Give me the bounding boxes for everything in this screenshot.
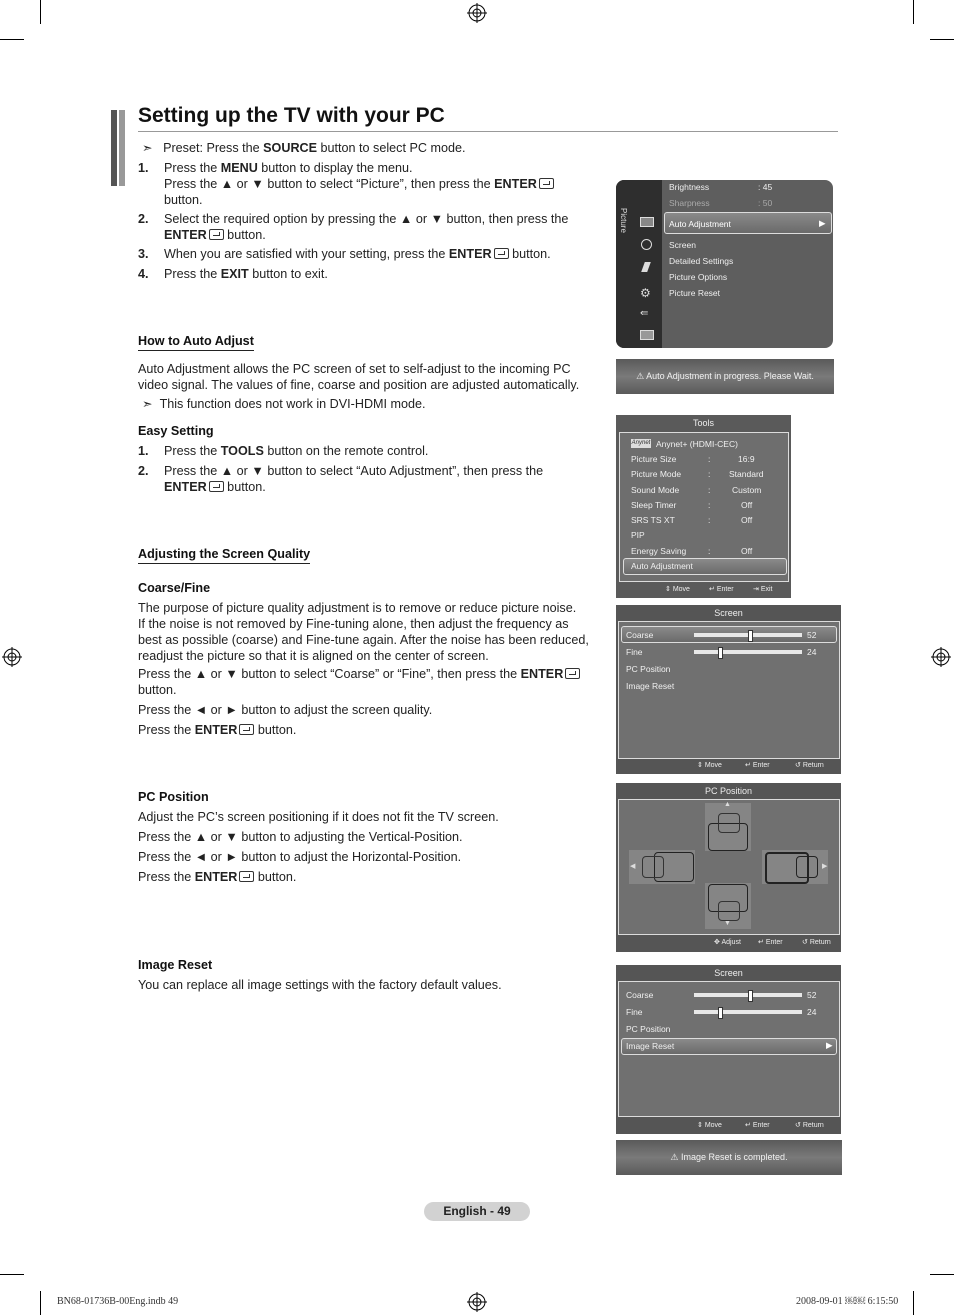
fine-value: 24	[807, 647, 817, 657]
step-text-bold: MENU	[220, 161, 258, 175]
enter-icon	[239, 871, 254, 882]
step-text	[164, 211, 568, 243]
step-text-bold: TOOLS	[220, 444, 264, 458]
tools-item-picture-mode[interactable]: Picture Mode	[631, 469, 682, 479]
arrow-right-icon: ▶	[819, 218, 826, 228]
registration-mark-icon	[467, 1292, 487, 1312]
subheading: Easy Setting	[138, 424, 214, 438]
paragraph	[138, 600, 589, 664]
step-text-bold: ENTER	[164, 228, 207, 242]
registration-mark-icon	[2, 647, 22, 667]
enter-hint: ↵ Enter	[758, 939, 783, 946]
screen-item-pc-position[interactable]: PC Position	[626, 1024, 671, 1034]
move-hint: ⇕ Move	[665, 586, 690, 593]
step-text-bold: ENTER	[164, 480, 207, 494]
menu-item-sharpness[interactable]: Sharpness	[669, 198, 710, 208]
hint-text: Adjust	[721, 939, 741, 946]
paragraph-line: button.	[254, 723, 297, 737]
tools-value-energy-saving: Off	[741, 546, 753, 556]
paragraph-bold: ENTER	[520, 667, 564, 681]
screen-menu-panel	[616, 605, 841, 774]
tools-item-sound-mode[interactable]: Sound Mode	[631, 485, 680, 495]
fine-slider-knob[interactable]	[718, 647, 723, 659]
enter-icon	[494, 248, 509, 259]
paragraph	[138, 869, 296, 885]
step-text-part: Press the ▲ or ▼ button to select “Picture”, then press the	[164, 177, 495, 191]
enter-icon	[209, 229, 224, 240]
step-text-part: button.	[223, 480, 266, 494]
step-text-part: Select the required option by pressing the ▲ or ▼ button, then press the	[164, 212, 569, 226]
pc-position-panel	[616, 783, 841, 952]
menu-item-detailed-settings[interactable]: Detailed Settings	[669, 256, 734, 266]
sound-icon[interactable]	[641, 239, 652, 250]
crop-mark	[930, 39, 954, 40]
tools-value-picture-mode: Standard	[729, 469, 764, 479]
hint-text: Return	[809, 939, 831, 946]
tools-menu-panel	[616, 415, 791, 598]
step-number: 2.	[138, 464, 149, 478]
enter-icon	[239, 724, 254, 735]
subheading: Image Reset	[138, 958, 213, 972]
arrow-right-icon: ▶	[826, 1040, 833, 1050]
step-number: 2.	[138, 212, 149, 226]
registration-mark-icon	[467, 3, 487, 23]
tools-value-srs: Off	[741, 515, 753, 525]
hint-text: Return	[802, 1122, 824, 1129]
coarse-value: 52	[807, 990, 817, 1000]
screen-item-label: Image Reset	[626, 1041, 675, 1051]
menu-value-sharpness: : 50	[758, 198, 773, 208]
paragraph-line: readjust the picture so that it is aligned on the center of screen.	[138, 649, 489, 663]
note-text: This function does not work in DVI-HDMI mode.	[159, 397, 426, 411]
paragraph-bold: ENTER	[194, 870, 238, 884]
fine-value: 24	[807, 1007, 817, 1017]
fine-slider-track[interactable]	[694, 1010, 802, 1014]
step-text-part: button to display the menu.	[257, 161, 413, 175]
return-hint: ↺ Return	[795, 762, 824, 769]
input-icon[interactable]: ⇚	[640, 308, 649, 319]
tools-sep: :	[708, 469, 711, 479]
step-text-bold: ENTER	[448, 247, 492, 261]
paragraph: Adjust the PC’s screen positioning if it does not fit the TV screen.	[138, 810, 499, 824]
title-bar-accent	[111, 110, 117, 186]
page-title: Setting up the TV with your PC	[138, 104, 445, 127]
tools-sep: :	[708, 546, 711, 556]
screen-item-coarse[interactable]: Coarse	[626, 990, 654, 1000]
tools-item-picture-size[interactable]: Picture Size	[631, 454, 677, 464]
paragraph-line: Press the ▲ or ▼ button to select “Coarse” or “Fine”, then press the	[138, 667, 521, 681]
screen-menu-title: Screen	[714, 608, 743, 618]
tools-item-sleep-timer[interactable]: Sleep Timer	[631, 500, 677, 510]
tools-value-picture-size: 16:9	[738, 454, 755, 464]
hint-text: Move	[704, 1122, 722, 1129]
screen-down-icon	[718, 901, 740, 921]
page-number: English - 49	[424, 1202, 530, 1221]
step-text-bold: ENTER	[494, 177, 537, 191]
menu-item-label: Auto Adjustment	[669, 219, 731, 229]
preset-note	[142, 140, 465, 156]
arrow-note-icon: ➣	[142, 397, 153, 411]
crop-mark	[913, 0, 914, 24]
tools-sep: :	[708, 485, 711, 495]
paragraph-line: button.	[138, 683, 177, 697]
menu-item-screen[interactable]: Screen	[669, 240, 696, 250]
step-number: 1.	[138, 161, 149, 175]
picture-menu-panel	[616, 180, 833, 348]
enter-icon	[539, 178, 554, 189]
setup-icon[interactable]: ⚙	[640, 286, 651, 300]
enter-hint: ↵ Enter	[709, 586, 734, 593]
adjust-hint: ✥ Adjust	[714, 939, 741, 946]
step-text-part: button.	[164, 193, 203, 207]
paragraph-line: video signal. The values of fine, coarse and position are adjusted automatically.	[138, 378, 580, 392]
step-text	[164, 463, 543, 495]
tools-value-sound-mode: Custom	[732, 485, 762, 495]
step-text	[164, 160, 554, 208]
screen-up-icon	[718, 813, 740, 833]
paragraph: Press the ▲ or ▼ button to adjusting the Vertical-Position.	[138, 830, 463, 844]
move-hint: ⇕ Move	[697, 762, 722, 769]
menu-item-picture-options[interactable]: Picture Options	[669, 272, 728, 282]
screen-item-fine[interactable]: Fine	[626, 1007, 643, 1017]
step-text-part: Press the	[164, 267, 221, 281]
enter-icon	[209, 481, 224, 492]
auto-adjust-message	[616, 359, 834, 394]
step-number: 3.	[138, 247, 149, 261]
picture-menu-side-label: Picture	[619, 208, 628, 233]
subheading: PC Position	[138, 790, 209, 804]
footer-filename: BN68-01736B-00Eng.indb 49	[57, 1296, 179, 1307]
step-text-part: Press the	[164, 444, 221, 458]
screen-item-label: Coarse	[626, 630, 654, 640]
hint-text: Enter	[752, 1122, 770, 1129]
preset-text-post: button to select PC mode.	[317, 141, 466, 155]
paragraph-line: Auto Adjustment allows the PC screen of set to self-adjust to the incoming PC	[138, 362, 571, 376]
step-text-part: button on the remote control.	[263, 444, 429, 458]
picture-menu-sidebar	[616, 180, 662, 348]
step-text-part: Press the ▲ or ▼ button to select “Auto Adjustment”, then press the	[164, 464, 544, 478]
hint-text: Exit	[760, 586, 773, 593]
message-text: Auto Adjustment in progress. Please Wait.	[646, 371, 814, 381]
screen-item-fine[interactable]: Fine	[626, 647, 643, 657]
hint-text: Enter	[765, 939, 783, 946]
title-rule	[138, 131, 838, 132]
arrow-left-icon: ◀	[630, 863, 636, 870]
coarse-slider-knob[interactable]	[748, 630, 753, 642]
hint-text: Return	[802, 762, 824, 769]
enter-hint: ↵ Enter	[745, 762, 770, 769]
paragraph-line: The purpose of picture quality adjustment is to remove or reduce picture noise.	[138, 601, 577, 615]
hint-text: Move	[704, 762, 722, 769]
registration-mark-icon	[931, 647, 951, 667]
hint-text: Enter	[716, 586, 734, 593]
exit-hint: ⇥ Exit	[753, 586, 773, 593]
screen-right-icon	[796, 856, 818, 878]
subheading: Coarse/Fine	[138, 581, 211, 595]
enter-icon	[565, 668, 580, 679]
crop-mark	[913, 1291, 914, 1315]
return-hint: ↺ Return	[802, 939, 831, 946]
hint-text: Enter	[752, 762, 770, 769]
preset-bold: SOURCE	[263, 141, 318, 155]
crop-mark	[0, 39, 24, 40]
paragraph-line: Press the	[138, 723, 195, 737]
screen-left-icon	[642, 856, 664, 878]
message-text: Image Reset is completed.	[681, 1152, 788, 1162]
warning-icon: ⚠	[670, 1152, 679, 1162]
step-number: 1.	[138, 444, 149, 458]
reset-complete-message	[616, 1140, 842, 1175]
tools-item-energy-saving[interactable]: Energy Saving	[631, 546, 687, 556]
arrow-note-icon: ➣	[142, 141, 153, 155]
tools-item-label: Auto Adjustment	[631, 561, 693, 571]
screen-menu-title: Screen	[714, 968, 743, 978]
paragraph: You can replace all image settings with the factory default values.	[138, 978, 502, 992]
step-number: 4.	[138, 267, 149, 281]
paragraph: Press the ◄ or ► button to adjust the Horizontal-Position.	[138, 850, 462, 864]
step-text-part: When you are satisfied with your setting, press the	[164, 247, 449, 261]
paragraph: Press the ◄ or ► button to adjust the screen quality.	[138, 703, 433, 717]
screen-item-image-reset[interactable]: Image Reset	[626, 681, 675, 691]
move-hint: ⇕ Move	[697, 1122, 722, 1129]
paragraph-line: button.	[254, 870, 297, 884]
arrow-right-icon: ▶	[822, 863, 828, 870]
crop-mark	[40, 1291, 41, 1315]
paragraph-bold: ENTER	[194, 723, 238, 737]
tools-sep: :	[708, 500, 711, 510]
step-text	[164, 266, 328, 282]
menu-item-brightness[interactable]: Brightness	[669, 182, 710, 192]
menu-item-picture-reset[interactable]: Picture Reset	[669, 288, 721, 298]
section-heading: Adjusting the Screen Quality	[138, 547, 310, 564]
preset-text: Preset: Press the	[163, 141, 264, 155]
paragraph-line: best as possible (coarse) and Fine-tune again. After the noise has been reduced,	[138, 633, 589, 647]
title-bar-accent	[119, 110, 125, 186]
tools-sep: :	[708, 515, 711, 525]
step-text	[164, 246, 551, 262]
tools-item-srs[interactable]: SRS TS XT	[631, 515, 675, 525]
footer-date: 2008-09-01 ￼￼ 6:15:50	[796, 1296, 899, 1307]
crop-mark	[40, 0, 41, 24]
paragraph-line: Press the	[138, 870, 195, 884]
step-text	[164, 443, 428, 459]
tools-value-sleep-timer: Off	[741, 500, 753, 510]
step-text-part: button.	[508, 247, 551, 261]
tools-sep: :	[708, 454, 711, 464]
tools-item-anynet[interactable]: Anynet+ (HDMI-CEC)	[656, 439, 738, 449]
coarse-value: 52	[807, 630, 817, 640]
application-icon[interactable]	[640, 330, 654, 340]
coarse-slider-knob[interactable]	[748, 990, 753, 1002]
screen-item-pc-position[interactable]: PC Position	[626, 664, 671, 674]
crop-mark	[0, 1274, 24, 1275]
paragraph-line: If the noise is not removed by Fine-tuning alone, then adjust the frequency as	[138, 617, 569, 631]
paragraph	[138, 361, 579, 393]
note	[142, 396, 426, 412]
arrow-up-icon: ▲	[724, 801, 731, 808]
fine-slider-knob[interactable]	[718, 1007, 723, 1019]
step-text-bold: EXIT	[220, 267, 249, 281]
crop-mark	[930, 1274, 954, 1275]
fine-slider-track[interactable]	[694, 650, 802, 654]
menu-value-brightness: : 45	[758, 182, 773, 192]
picture-icon[interactable]	[640, 217, 654, 227]
tools-item-pip[interactable]: PIP	[631, 530, 645, 540]
step-text-part: Press the	[164, 161, 221, 175]
paragraph	[138, 722, 296, 738]
pc-position-title: PC Position	[704, 786, 753, 796]
step-text-part: button.	[223, 228, 266, 242]
arrow-down-icon: ▼	[724, 920, 731, 927]
hint-text: Move	[672, 586, 690, 593]
step-text-part: button to exit.	[248, 267, 328, 281]
warning-icon: ⚠	[636, 371, 645, 381]
tools-menu-title: Tools	[692, 418, 714, 428]
anynet-logo-icon: Anynet	[631, 440, 651, 446]
paragraph	[138, 666, 580, 698]
return-hint: ↺ Return	[795, 1122, 824, 1129]
screen-menu-panel-2	[616, 965, 841, 1134]
section-heading: How to Auto Adjust	[138, 334, 254, 351]
enter-hint: ↵ Enter	[745, 1122, 770, 1129]
